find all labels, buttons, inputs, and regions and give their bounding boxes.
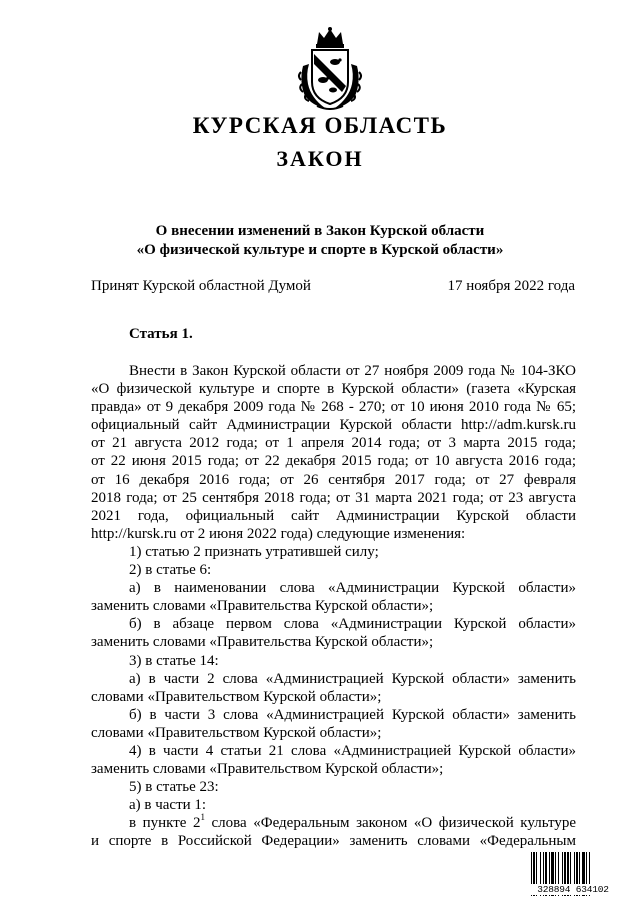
article-heading: Статья 1. [129,326,193,342]
adoption-date: 17 ноября 2022 года [447,278,575,294]
intro-line: Внести в Закон Курской области от 27 ноября 2009 года № 104-ЗКО [129,363,576,379]
region-title: КУРСКАЯ ОБЛАСТЬ [192,113,448,138]
list-item: 3) в статье 14: [129,652,219,669]
law-subject [0,222,640,260]
intro-line: 2021 года, официальный сайт Администрации Курской области [91,507,576,524]
point-superscript: 1 [200,812,205,823]
list-item-continuation: заменить словами «Правительства Курской области»; [91,598,434,615]
list-item: а) в части 1: [129,797,207,814]
point-rest: слова «Федеральным законом «О физической культуре [205,815,576,832]
law-subject-line-1: О внесении изменений в Закон Курской области [155,223,485,239]
list-item: 1) статью 2 признать утратившей силу; [129,543,379,560]
list-item-continuation: заменить словами «Правительства Курской области»; [91,634,434,651]
intro-line: правда» от 9 декабря 2009 года № 268 - 270; от 10 июня 2010 года № 65; [91,399,576,416]
list-item: 2) в статье 6: [129,562,212,579]
intro-line: «О физической культуре и спорте в Курской области» (газета «Курская [91,381,576,398]
intro-line: официальный сайт Администрации Курской области http://adm.kursk.ru [91,417,576,434]
list-item-continuation: словами «Правительством Курской области»; [91,724,382,741]
intro-line: 2018 года; от 25 сентября 2018 года; от 31 марта 2021 года; от 23 августа [91,489,576,506]
intro-line: от 21 августа 2012 года; от 1 апреля 2014 года; от 3 марта 2015 года; [91,435,576,452]
list-item: б) в части 3 слова «Администрацией Курской области» заменить [129,706,576,723]
list-item [91,814,576,832]
intro-line: http://kursk.ru от 2 июня 2022 года) следующие изменения: [91,525,466,542]
document-type-title: ЗАКОН [276,146,364,171]
point-prefix: в пункте 2 [129,815,201,832]
article-body [91,362,576,851]
list-item: 4) в части 4 статьи 21 слова «Администрацией Курской области» [129,742,576,759]
list-item: а) в наименовании слова «Администрации Курской области» [129,580,576,597]
adopted-by: Принят Курской областной Думой [91,278,311,294]
list-item-continuation: заменить словами «Правительством Курской области»; [91,761,444,778]
intro-line: от 22 июня 2015 года; от 22 декабря 2015 года; от 10 августа 2016 года; [91,453,576,470]
list-item-continuation: и спорте в Российской Федерации» заменить словами «Федеральным [91,833,576,850]
list-item: б) в абзаце первом слова «Администрации Курской области» [129,616,576,633]
barcode-number: 328894 634102 [528,884,618,895]
law-subject-line-2: «О физической культуре и спорте в Курской области» [136,242,504,258]
kursk-coat-of-arms-icon [295,26,365,110]
list-item: 5) в статье 23: [129,779,219,796]
list-item-continuation: словами «Правительством Курской области»; [91,688,382,705]
intro-line: от 16 декабря 2016 года; от 26 сентября 2017 года; от 27 февраля [91,471,576,488]
list-item: а) в части 2 слова «Администрацией Курской области» заменить [129,670,576,687]
